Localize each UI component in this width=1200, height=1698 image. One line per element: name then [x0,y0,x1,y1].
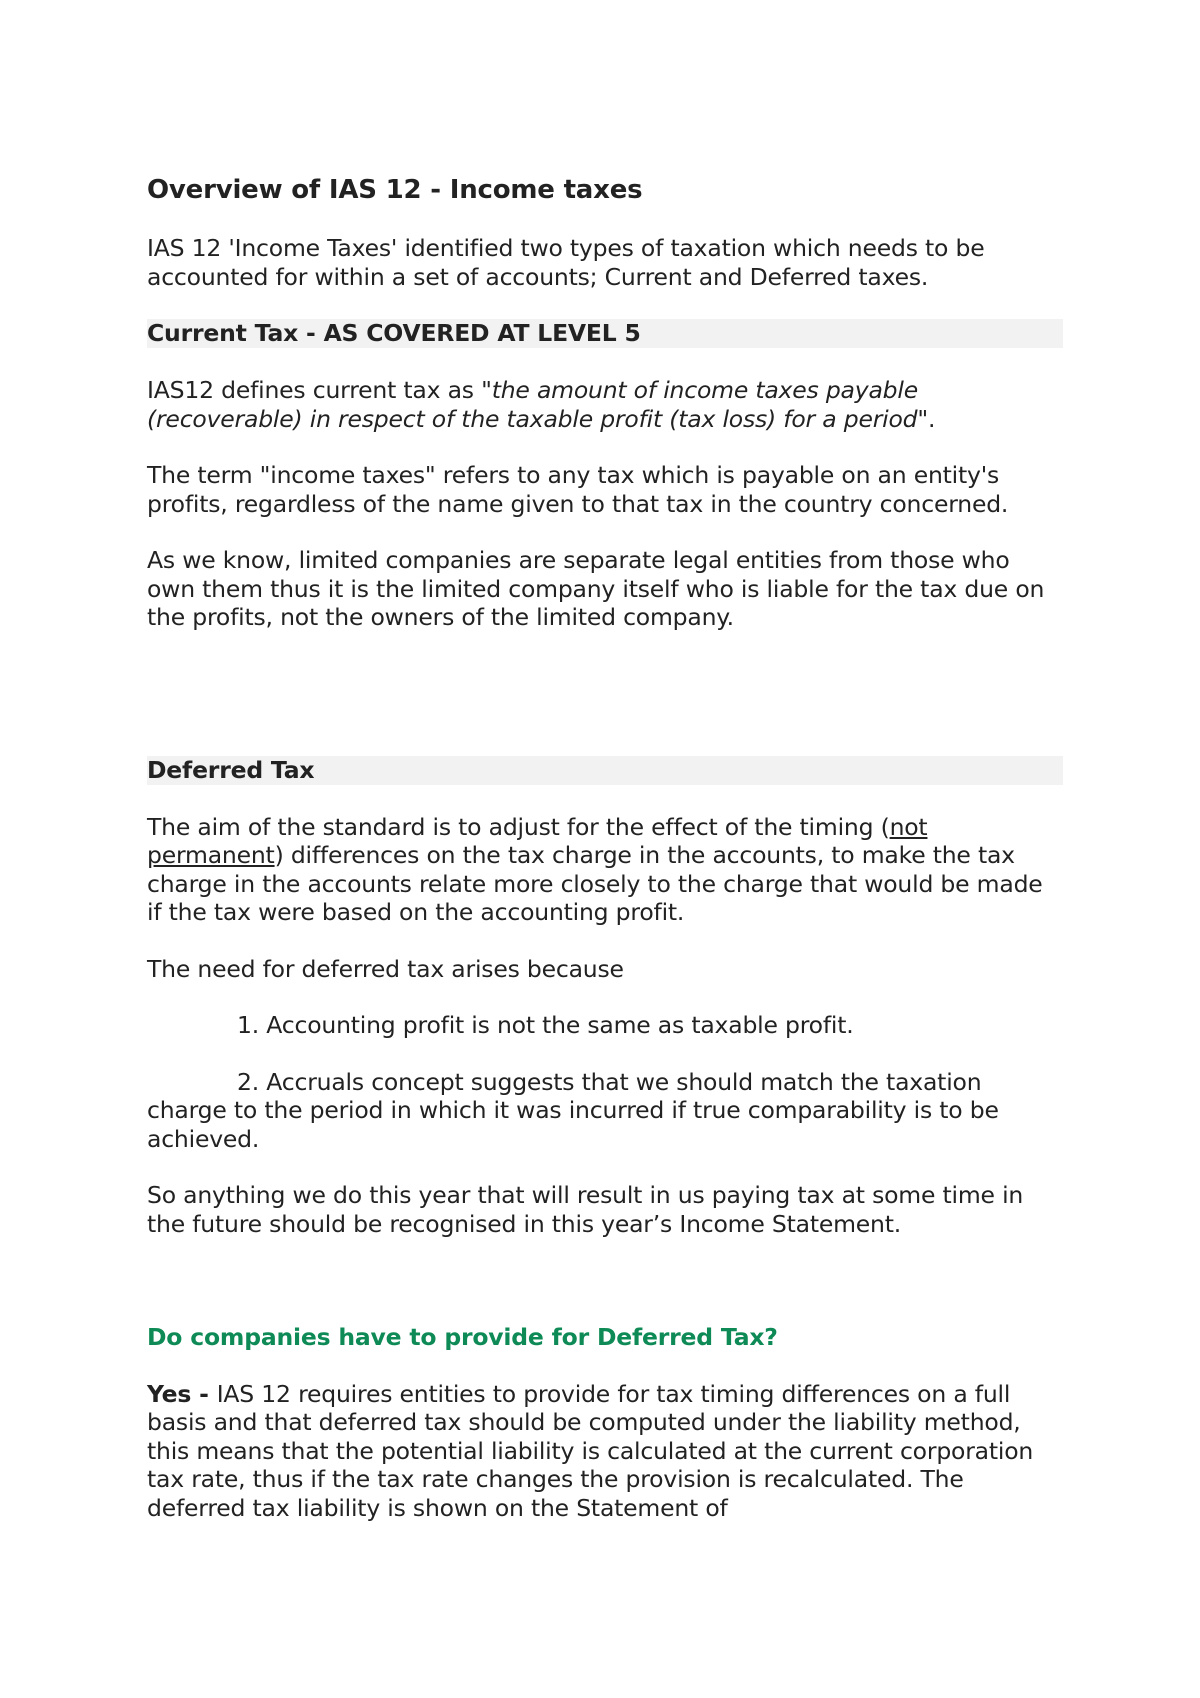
aim-prefix: The aim of the standard is to adjust for the effect of the timing ( [147,812,890,841]
provide-deferred-tax-heading: Do companies have to provide for Deferred Tax? [147,1323,778,1351]
aim-suffix: ) differences on the tax charge in the accounts, to make the tax charge in the accounts relate more closely to the charge that would be made if the tax were based on the accounting profit. [147,841,1043,926]
blank-space [147,1266,1063,1323]
deferred-tax-heading: Deferred Tax [147,756,1063,785]
current-tax-definition [147,376,1063,433]
future-tax-paragraph: So anything we do this year that will result in us paying tax at some time in the future should be recognised in this year’s Income Statement. [147,1181,1024,1238]
page-title: Overview of IAS 12 - Income taxes [147,175,643,205]
deferred-tax-aim-paragraph [147,813,1063,927]
provide-answer-paragraph [147,1380,1063,1523]
blank-space [147,660,1063,756]
income-taxes-term-paragraph: The term "income taxes" refers to any tax which is payable on an entity's profits, regardless of the name given to that tax in the country concerned. [147,461,1009,518]
reason-2-first-line: 2. Accruals concept suggests that we should match the taxation [237,1067,982,1096]
legal-entities-paragraph: As we know, limited companies are separate legal entities from those who own them thus it is the limited company itself who is liable for the tax due on the profits, not the owners of the limited company. [147,546,1045,631]
current-tax-heading: Current Tax - AS COVERED AT LEVEL 5 [147,319,1063,348]
list-item [147,1068,1063,1154]
deferred-tax-need-intro: The need for deferred tax arises because [147,954,624,983]
definition-prefix: IAS12 defines current tax as " [147,376,492,404]
answer-yes: Yes - [147,1379,217,1408]
answer-text: IAS 12 requires entities to provide for tax timing differences on a full basis and that deferred tax should be computed under the liability method, this means that the potential liability is calculated at the current corporation tax rate, thus if the tax rate changes the provision is recalculated. The deferred tax liability is shown on the Statement of [147,1379,1034,1522]
intro-paragraph: IAS 12 'Income Taxes' identified two types of taxation which needs to be accounted for within a set of accounts; Current and Deferred taxes. [147,234,985,291]
document-body [147,170,1063,1550]
definition-quote: the amount of income taxes payable (recoverable) in respect of the taxable profit (tax loss) for a period [147,376,918,433]
aim-underlined: not permanent [147,812,928,869]
list-item: 1. Accounting profit is not the same as taxable profit. [237,1011,854,1039]
reason-2-rest: charge to the period in which it was incurred if true comparability is to be achieved. [147,1096,999,1153]
definition-suffix: ". [917,404,936,433]
